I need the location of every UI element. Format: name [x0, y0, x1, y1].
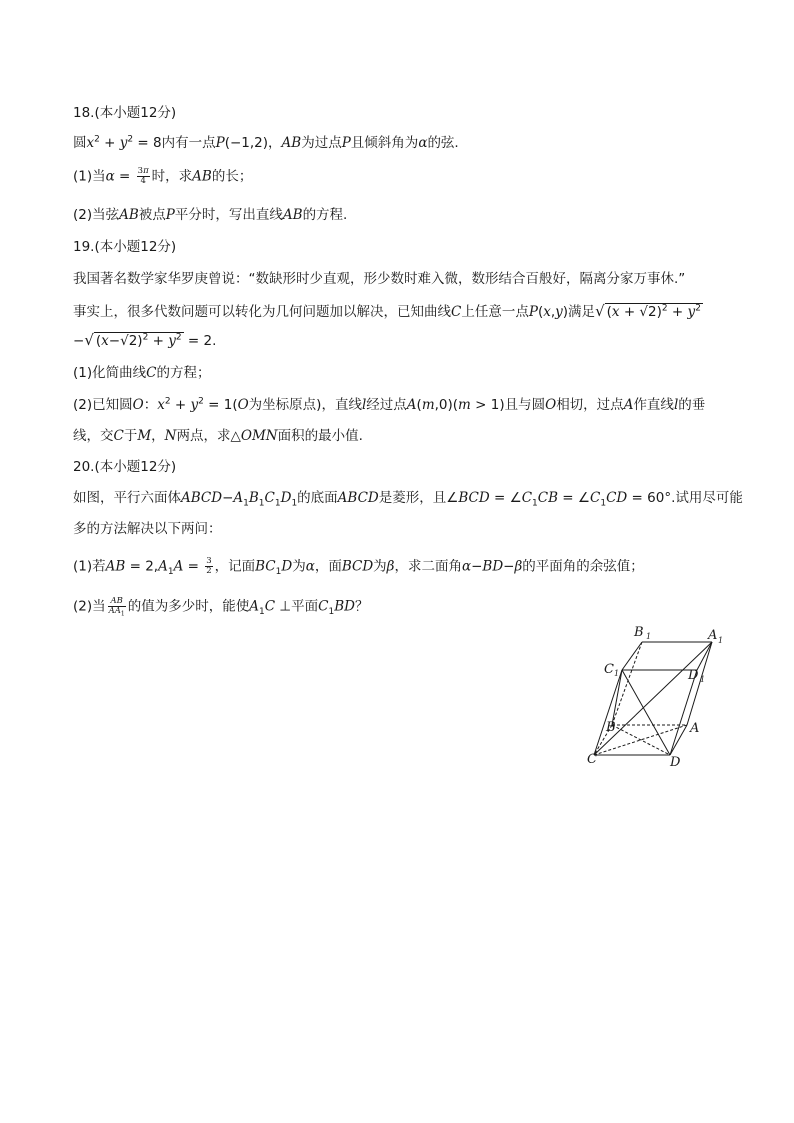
- q19-quote: [73, 270, 685, 288]
- label-d1: D: [688, 668, 699, 683]
- fraction-3pi-over-4: $\frac{3\pi}{4}$: [137, 166, 149, 186]
- q20-part2: (2)当 $\frac{AB}{AA_1}$ 的值为多少时，能使$A_1C$ ⊥平面$C_1BD$？: [73, 596, 369, 618]
- q19-heading-text: 19.(本小题12分): [73, 239, 177, 255]
- label-c1: C: [604, 662, 614, 677]
- label-c1-sub: 1: [614, 669, 620, 678]
- q18-heading-text: 18.(本小题12分): [73, 105, 177, 121]
- q18-part2: (2)当弦AB被点P平分时，写出直线AB的方程.: [73, 207, 348, 223]
- q19-line3: −√ $(x-√2)^2 + y^2 = 2$.: [73, 331, 217, 349]
- label-b1: B: [634, 625, 644, 640]
- q18-heading: [73, 104, 176, 122]
- parallelepiped-diagram: [582, 620, 732, 770]
- q20-part1: (1)若AB = $2,A_1A$ = $\frac{3}{2}$ ，记面$BC_1D$为α，面BCD为β，求二面角α−BD−β的平面角的余弦值；: [73, 556, 644, 578]
- parallelepiped-figure: [582, 620, 732, 770]
- segment-c-a1: [594, 642, 712, 755]
- q20-heading-text: 20.(本小题12分): [73, 459, 177, 475]
- segment-c1-b: [612, 670, 622, 725]
- label-b1-sub: 1: [646, 632, 652, 641]
- q20-stem2-text: 多的方法解决以下两问：: [73, 521, 222, 537]
- q20-heading: [73, 458, 176, 476]
- q19-quote-text: 我国著名数学家华罗庚曾说：“数缺形时少直观，形少数时难入微，数形结合百般好，隔离分家万事休.”: [73, 271, 686, 287]
- q18-stem-text: 圆$x^2 + y^2 = 8$内有一点P(−1,2)，AB为过点P且倾斜角为α的弦.: [73, 134, 459, 151]
- edge-c1-b1: [622, 642, 642, 670]
- fraction-ab-over-aa1: $\frac{AB}{AA_1}$: [108, 596, 125, 618]
- q20-stem2: [73, 520, 222, 538]
- q19-heading: [73, 238, 176, 256]
- q19-part2b: 线，交C于M，N两点，求△OMN面积的最小值.: [73, 428, 363, 444]
- label-a: A: [690, 721, 700, 736]
- label-b: B: [606, 720, 616, 735]
- edge-b1-b-hidden: [612, 642, 642, 725]
- q19-part1: (1)化简曲线C的方程；: [73, 365, 211, 381]
- label-c: C: [587, 752, 597, 767]
- label-a1: A: [708, 628, 718, 643]
- label-a1-sub: 1: [718, 636, 724, 645]
- q18-stem: [73, 134, 459, 152]
- fraction-3-over-2: $\frac{3}{2}$: [206, 556, 212, 576]
- segment-c1-d: [622, 670, 670, 755]
- label-d1-sub: 1: [700, 675, 706, 684]
- q19-line2: 事实上，很多代数问题可以转化为几何问题加以解决，已知曲线C上任意一点P(x,y)满足√ $(x + √2)^2 + y^2$: [73, 302, 701, 320]
- q20-stem1: 如图，平行六面体$ABCD-A_1B_1C_1D_1$的底面ABCD是菱形，且∠BCD = $\angle C_1CB$ = $\angle C_1CD = 60^\circ$.试用尽可能: [73, 490, 743, 509]
- q19-part2a: (2)已知圆O：$x^2 + y^2 = 1(O$为坐标原点)，直线l经过点A(m,0)(m > 1)且与圆O相切，过点A作直线l的垂: [73, 396, 706, 413]
- label-d: D: [670, 755, 681, 770]
- q18-part1: (1)当α = $\frac{3\pi}{4}$ 时，求AB的长；: [73, 166, 253, 186]
